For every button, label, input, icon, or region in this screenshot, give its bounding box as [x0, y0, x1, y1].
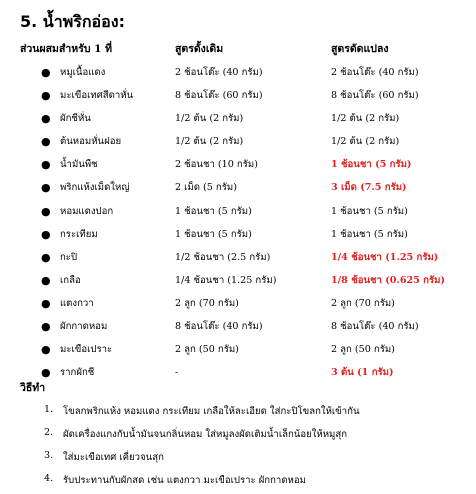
ingredient-name: กระเทียม — [60, 228, 98, 240]
ingredient-row — [0, 318, 476, 341]
modified-amount: 1/4 ช้อนชา (1.25 กรัม) — [331, 251, 439, 263]
modified-amount: 2 ช้อนโต๊ะ (40 กรัม) — [331, 67, 419, 78]
ingredient-name: เกลือ — [60, 274, 81, 286]
ingredient-row — [0, 156, 476, 179]
original-amount: 1 ช้อนชา (5 กรัม) — [175, 228, 252, 240]
bullet-icon: ● — [41, 320, 51, 334]
original-amount: 2 เม็ด (5 กรัม) — [175, 182, 237, 194]
ingredient-name: พริกแห้งเม็ดใหญ่ — [60, 182, 130, 194]
original-amount: 1/4 ช้อนชา (1.25 กรัม) — [175, 274, 277, 286]
bullet-icon: ● — [41, 181, 51, 195]
original-amount: 2 ลูก (70 กรัม) — [175, 297, 239, 309]
ingredient-row — [0, 64, 476, 87]
bullet-icon: ● — [41, 204, 51, 218]
ingredient-name: ผักกาดหอม — [60, 321, 108, 333]
ingredients-header: ส่วนผสมสำหรับ 1 ที่ — [20, 43, 113, 55]
bullet-icon: ● — [41, 89, 51, 103]
bullet-icon: ● — [41, 135, 51, 149]
ingredient-row — [0, 133, 476, 156]
step-number: 2. — [44, 427, 54, 439]
original-amount: 2 ช้อนชา (10 กรัม) — [175, 159, 258, 171]
step-text: รับประทานกับผักสด เช่น แตงกวา มะเขือเปราะ ผักกาดหอม — [63, 475, 306, 487]
original-amount: 1 ช้อนชา (5 กรัม) — [175, 205, 252, 217]
original-recipe-header: สูตรดั้งเดิม — [175, 43, 224, 55]
ingredient-name: หอมแดงปอก — [60, 205, 114, 217]
step-text: ใส่มะเขือเทศ เคี่ยวจนสุก — [63, 452, 164, 464]
step-text: โขลกพริกแห้ง หอมแดง กระเทียม เกลือให้ละเอียด ใส่กะปิโขลกให้เข้ากัน — [63, 406, 360, 417]
ingredient-name: กะปิ — [60, 251, 78, 263]
ingredient-name: มะเขือเทศสีดาหั่น — [60, 90, 134, 102]
ingredient-name: แตงกวา — [60, 297, 94, 309]
original-amount: 8 ช้อนโต๊ะ (40 กรัม) — [175, 321, 263, 333]
step-number: 3. — [44, 450, 54, 462]
modified-amount: 1 ช้อนชา (5 กรัม) — [331, 159, 412, 171]
original-amount: 2 ช้อนโต๊ะ (40 กรัม) — [175, 67, 263, 78]
ingredient-name: ผักชีหั่น — [60, 113, 91, 125]
ingredient-row — [0, 341, 476, 364]
bullet-icon: ● — [41, 366, 51, 380]
step-text: ผัดเครื่องแกงกับน้ำมันจนกลิ่นหอม ใส่หมูลงผัดเติมน้ำเล็กน้อยให้หมูสุก — [63, 429, 348, 441]
bullet-icon: ● — [41, 112, 51, 126]
step-number: 4. — [44, 473, 54, 485]
recipe-title: 5. น้ำพริกอ่อง: — [20, 12, 125, 31]
modified-amount: 3 ต้น (1 กรัม) — [331, 367, 394, 379]
ingredient-list — [0, 64, 476, 387]
ingredient-row — [0, 226, 476, 249]
ingredient-row — [0, 87, 476, 110]
ingredient-row — [0, 249, 476, 272]
ingredient-name: หมูเนื้อแดง — [60, 67, 106, 78]
method-step — [0, 467, 476, 490]
method-step — [0, 398, 476, 421]
ingredient-row — [0, 295, 476, 318]
ingredient-row — [0, 110, 476, 133]
bullet-icon: ● — [41, 227, 51, 241]
ingredient-name: มะเขือเปราะ — [60, 344, 113, 356]
step-number: 1. — [44, 404, 54, 415]
modified-amount: 8 ช้อนโต๊ะ (60 กรัม) — [331, 90, 419, 102]
modified-amount: 1/2 ต้น (2 กรัม) — [331, 136, 400, 148]
bullet-icon: ● — [41, 250, 51, 264]
ingredient-row — [0, 272, 476, 295]
method-step — [0, 444, 476, 467]
bullet-icon: ● — [41, 343, 51, 357]
modified-amount: 1/2 ต้น (2 กรัม) — [331, 113, 400, 125]
bullet-icon: ● — [41, 296, 51, 310]
ingredient-name: ต้นหอมหั่นฝอย — [60, 136, 122, 148]
modified-amount: 2 ลูก (50 กรัม) — [331, 344, 395, 356]
bullet-icon: ● — [41, 158, 51, 172]
modified-amount: 1 ช้อนชา (5 กรัม) — [331, 228, 408, 240]
modified-amount: 1/8 ช้อนชา (0.625 กรัม) — [331, 274, 446, 286]
ingredient-row — [0, 203, 476, 226]
modified-amount: 2 ลูก (70 กรัม) — [331, 297, 395, 309]
ingredient-name: น้ำมันพืช — [60, 159, 98, 171]
modified-amount: 8 ช้อนโต๊ะ (40 กรัม) — [331, 321, 419, 333]
ingredient-name: รากผักชี — [60, 367, 95, 379]
original-amount: - — [175, 367, 179, 379]
bullet-icon: ● — [41, 273, 51, 287]
original-amount: 1/2 ต้น (2 กรัม) — [175, 113, 244, 125]
bullet-icon: ● — [41, 66, 51, 79]
method-steps — [0, 398, 476, 490]
original-amount: 8 ช้อนโต๊ะ (60 กรัม) — [175, 90, 263, 102]
method-step — [0, 421, 476, 444]
modified-recipe-header: สูตรดัดแปลง — [331, 43, 389, 55]
original-amount: 2 ลูก (50 กรัม) — [175, 344, 239, 356]
original-amount: 1/2 ช้อนชา (2.5 กรัม) — [175, 251, 271, 263]
ingredient-row — [0, 179, 476, 202]
ingredient-row — [0, 364, 476, 387]
modified-amount: 1 ช้อนชา (5 กรัม) — [331, 205, 408, 217]
modified-amount: 3 เม็ด (7.5 กรัม) — [331, 182, 407, 194]
original-amount: 1/2 ต้น (2 กรัม) — [175, 136, 244, 148]
method-title: วิธีทำ — [20, 382, 46, 394]
